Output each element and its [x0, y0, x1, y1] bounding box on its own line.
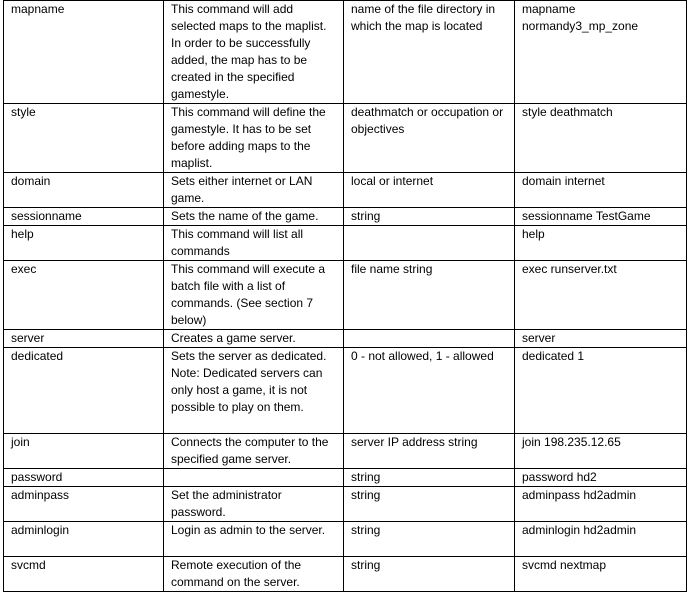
- command-table: [3, 0, 687, 592]
- table-row: [4, 557, 687, 592]
- table-row: [4, 261, 687, 330]
- table-row: [4, 348, 687, 434]
- command-example-cell: svcmd nextmap: [515, 557, 687, 592]
- command-name-cell: svcmd: [4, 557, 164, 592]
- command-description-cell: This command will define the gamestyle. It has to be set before adding maps to the maplist.: [164, 104, 344, 173]
- command-example-cell: style deathmatch: [515, 104, 687, 173]
- command-description-cell: Creates a game server.: [164, 330, 344, 348]
- command-name-cell: join: [4, 434, 164, 469]
- command-name-cell: style: [4, 104, 164, 173]
- table-row: [4, 1, 687, 104]
- table-row: [4, 330, 687, 348]
- command-name-cell: mapname: [4, 1, 164, 104]
- table-row: [4, 104, 687, 173]
- command-description-cell: This command will list all commands: [164, 226, 344, 261]
- table-row: [4, 173, 687, 208]
- command-name-cell: help: [4, 226, 164, 261]
- command-example-cell: help: [515, 226, 687, 261]
- command-description-cell: Sets the name of the game.: [164, 208, 344, 226]
- command-example-cell: mapname normandy3_mp_zone: [515, 1, 687, 104]
- table-row: [4, 226, 687, 261]
- command-parameter-cell: [344, 330, 515, 348]
- command-description-cell: Login as admin to the server.: [164, 522, 344, 557]
- command-parameter-cell: server IP address string: [344, 434, 515, 469]
- command-example-cell: password hd2: [515, 469, 687, 487]
- command-name-cell: domain: [4, 173, 164, 208]
- command-parameter-cell: file name string: [344, 261, 515, 330]
- command-description-cell: Sets the server as dedicated. Note: Dedicated servers can only host a game, it is not possible to play on them.: [164, 348, 344, 434]
- command-parameter-cell: 0 - not allowed, 1 - allowed: [344, 348, 515, 434]
- command-parameter-cell: deathmatch or occupation or objectives: [344, 104, 515, 173]
- command-example-cell: sessionname TestGame: [515, 208, 687, 226]
- command-parameter-cell: string: [344, 469, 515, 487]
- command-parameter-cell: string: [344, 208, 515, 226]
- command-parameter-cell: string: [344, 487, 515, 522]
- command-parameter-cell: [344, 226, 515, 261]
- command-example-cell: adminpass hd2admin: [515, 487, 687, 522]
- command-name-cell: adminlogin: [4, 522, 164, 557]
- table-row: [4, 522, 687, 557]
- command-example-cell: join 198.235.12.65: [515, 434, 687, 469]
- command-example-cell: domain internet: [515, 173, 687, 208]
- table-row: [4, 487, 687, 522]
- command-description-cell: Sets either internet or LAN game.: [164, 173, 344, 208]
- command-description-cell: This command will add selected maps to the maplist. In order to be successfully added, the map has to be created in the specified gamestyle.: [164, 1, 344, 104]
- command-example-cell: exec runserver.txt: [515, 261, 687, 330]
- command-name-cell: adminpass: [4, 487, 164, 522]
- command-parameter-cell: local or internet: [344, 173, 515, 208]
- command-description-cell: Remote execution of the command on the server.: [164, 557, 344, 592]
- command-description-cell: Set the administrator password.: [164, 487, 344, 522]
- command-parameter-cell: string: [344, 522, 515, 557]
- table-row: [4, 434, 687, 469]
- table-row: [4, 208, 687, 226]
- command-example-cell: adminlogin hd2admin: [515, 522, 687, 557]
- command-example-cell: dedicated 1: [515, 348, 687, 434]
- command-name-cell: exec: [4, 261, 164, 330]
- command-description-cell: Connects the computer to the specified game server.: [164, 434, 344, 469]
- command-name-cell: sessionname: [4, 208, 164, 226]
- table-row: [4, 469, 687, 487]
- command-parameter-cell: string: [344, 557, 515, 592]
- command-name-cell: password: [4, 469, 164, 487]
- command-parameter-cell: name of the file directory in which the map is located: [344, 1, 515, 104]
- command-example-cell: server: [515, 330, 687, 348]
- command-name-cell: dedicated: [4, 348, 164, 434]
- command-description-cell: [164, 469, 344, 487]
- command-description-cell: This command will execute a batch file with a list of commands. (See section 7 below): [164, 261, 344, 330]
- command-name-cell: server: [4, 330, 164, 348]
